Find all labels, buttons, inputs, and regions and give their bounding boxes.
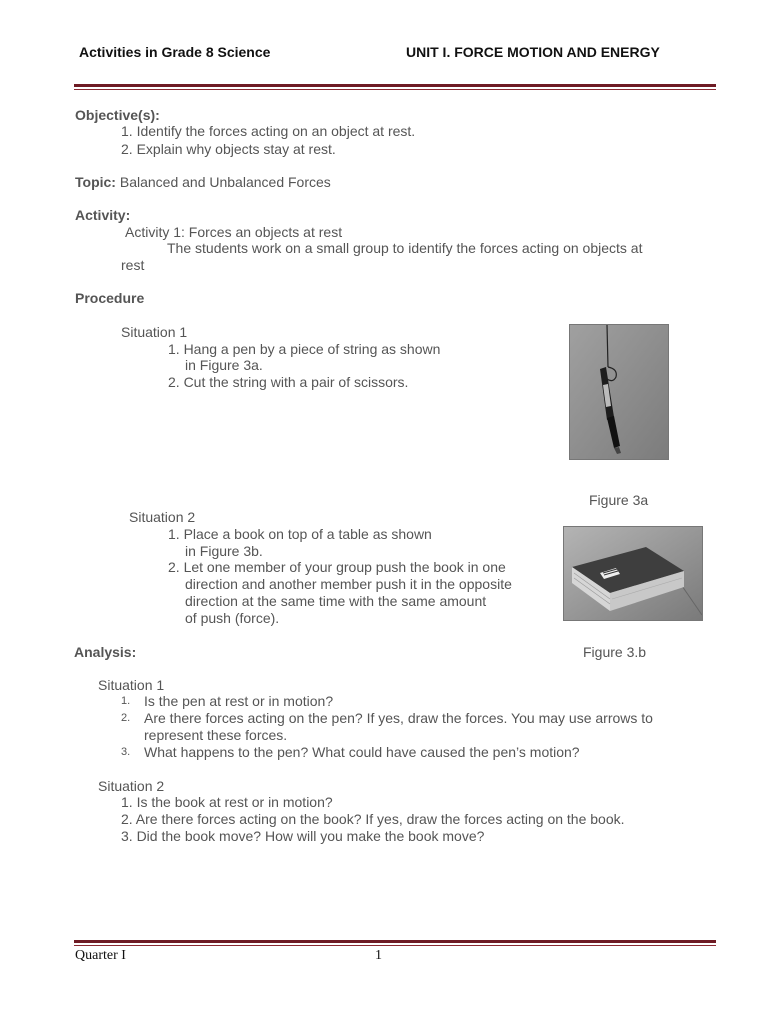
situation1-step: 1. Hang a pen by a piece of string as shown <box>168 341 441 357</box>
objective-item: 2. Explain why objects stay at rest. <box>121 141 336 157</box>
topic-line <box>75 174 331 190</box>
topic-label: Topic: <box>75 174 116 190</box>
analysis-situation1-title: Situation 1 <box>98 677 165 693</box>
activity-title: Activity 1: Forces an objects at rest <box>125 224 343 240</box>
procedure-label: Procedure <box>75 290 145 306</box>
analysis-item: 1. Is the book at rest or in motion? <box>121 794 333 810</box>
analysis-item-number: 3. <box>121 746 131 758</box>
analysis-item: Is the pen at rest or in motion? <box>144 693 334 709</box>
analysis-item-number: 2. <box>121 712 131 724</box>
situation1-step: 2. Cut the string with a pair of scissors. <box>168 374 409 390</box>
situation2-step: 2. Let one member of your group push the book in one <box>168 559 506 575</box>
book-on-table-icon <box>564 527 702 620</box>
figure-3a-caption: Figure 3a <box>589 492 649 508</box>
analysis-item: Are there forces acting on the pen? If yes, draw the forces. You may use arrows to <box>144 710 653 726</box>
header-rule <box>74 84 716 90</box>
situation1-title: Situation 1 <box>121 324 188 340</box>
figure-3b-caption: Figure 3.b <box>583 644 647 660</box>
situation1-step: in Figure 3a. <box>185 357 263 373</box>
situation2-step: in Figure 3b. <box>185 543 263 559</box>
analysis-item: What happens to the pen? What could have caused the pen’s motion? <box>144 744 580 760</box>
situation2-step: 1. Place a book on top of a table as shown <box>168 526 432 542</box>
hanging-pen-icon <box>570 325 668 459</box>
footer-quarter: Quarter I <box>75 948 126 963</box>
analysis-situation2-title: Situation 2 <box>98 778 165 794</box>
topic-value: Balanced and Unbalanced Forces <box>115 174 331 190</box>
situation2-step: direction and another member push it in the opposite <box>185 576 512 592</box>
analysis-item: represent these forces. <box>144 727 288 743</box>
header-right: UNIT I. FORCE MOTION AND ENERGY <box>406 44 660 60</box>
activity-desc-line1: The students work on a small group to identify the forces acting on objects at <box>167 240 643 256</box>
situation2-step: direction at the same time with the same amount <box>185 593 487 609</box>
activity-label: Activity: <box>75 207 131 223</box>
page-number: 1 <box>375 948 382 963</box>
figure-3a-image <box>569 324 669 460</box>
analysis-item: 3. Did the book move? How will you make the book move? <box>121 828 485 844</box>
situation2-step: of push (force). <box>185 610 280 626</box>
figure-3b-image <box>563 526 703 621</box>
analysis-item-number: 1. <box>121 695 131 707</box>
analysis-item: 2. Are there forces acting on the book? If yes, draw the forces acting on the book. <box>121 811 625 827</box>
situation2-title: Situation 2 <box>129 509 196 525</box>
footer-rule <box>74 940 716 946</box>
activity-desc-line2: rest <box>121 257 145 273</box>
objective-item: 1. Identify the forces acting on an object at rest. <box>121 123 416 139</box>
objectives-label: Objective(s): <box>75 107 160 123</box>
header-left: Activities in Grade 8 Science <box>79 44 271 60</box>
analysis-label: Analysis: <box>74 644 137 660</box>
